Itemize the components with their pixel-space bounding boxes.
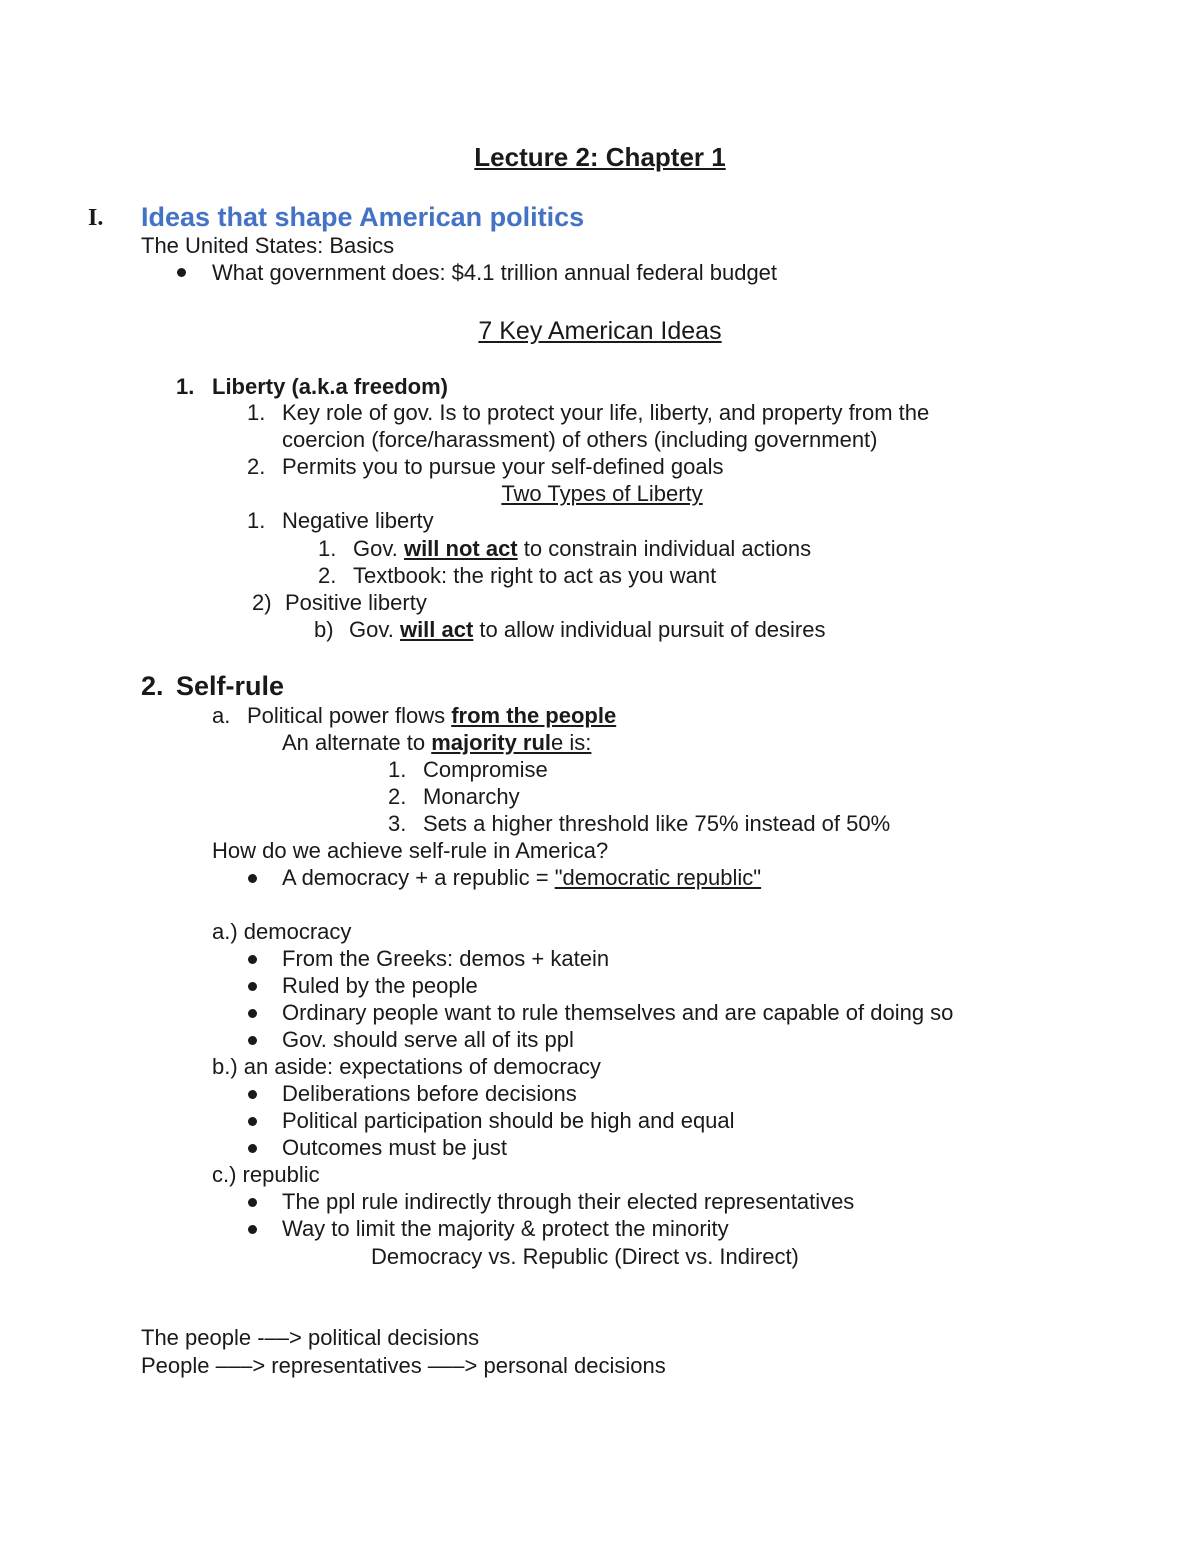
bullet-icon bbox=[248, 1198, 257, 1207]
liberty-item-text: Permits you to pursue your self-defined goals bbox=[282, 454, 724, 479]
bullet-icon bbox=[248, 1009, 257, 1018]
self-rule-answer: A democracy + a republic = "democratic republic" bbox=[282, 865, 762, 890]
bullet-icon bbox=[177, 268, 186, 277]
liberty-item-num: 2. bbox=[247, 454, 266, 479]
self-rule-question: How do we achieve self-rule in America? bbox=[212, 838, 609, 863]
liberty-item-num: 1. bbox=[247, 400, 266, 425]
aside-bullet: Outcomes must be just bbox=[282, 1135, 507, 1160]
political-power-text: Political power flows from the people bbox=[247, 703, 617, 728]
will-not-act-emphasis: will not act bbox=[403, 536, 518, 561]
bullet-icon bbox=[248, 1117, 257, 1126]
negative-liberty-label: Negative liberty bbox=[282, 508, 434, 533]
republic-bullet: Way to limit the majority & protect the minority bbox=[282, 1216, 729, 1241]
democracy-bullet: Gov. should serve all of its ppl bbox=[282, 1027, 574, 1052]
positive-liberty-label: Positive liberty bbox=[285, 590, 427, 615]
alt-item-num: 3. bbox=[388, 811, 407, 836]
bullet-icon bbox=[248, 1144, 257, 1153]
will-act-emphasis: will act bbox=[399, 617, 474, 642]
aside-bullet: Political participation should be high and equal bbox=[282, 1108, 735, 1133]
self-rule-number: 2. bbox=[141, 671, 164, 701]
alt-item-text: Monarchy bbox=[423, 784, 520, 809]
liberty-item-text-cont: coercion (force/harassment) of others (including government) bbox=[282, 427, 878, 452]
bullet-icon bbox=[248, 955, 257, 964]
comparison-line: Democracy vs. Republic (Direct vs. Indirect) bbox=[371, 1244, 799, 1269]
liberty-number: 1. bbox=[176, 374, 195, 399]
democracy-label: a.) democracy bbox=[212, 919, 352, 944]
alternate-text: An alternate to majority rule is: bbox=[282, 730, 592, 755]
self-rule-a-num: a. bbox=[212, 703, 231, 728]
section-heading: Ideas that shape American politics bbox=[141, 202, 585, 232]
bullet-icon bbox=[248, 1036, 257, 1045]
positive-sub-text: Gov. will act to allow individual pursuit of desires bbox=[349, 617, 826, 642]
page-title: Lecture 2: Chapter 1 bbox=[474, 142, 726, 172]
alt-item-text: Compromise bbox=[423, 757, 548, 782]
majority-rule-emphasis: majority rul bbox=[431, 730, 552, 755]
negative-sub-num: 1. bbox=[318, 536, 337, 561]
liberty-types-title: Two Types of Liberty bbox=[501, 481, 703, 506]
flow-line-indirect: People –––> representatives –––> personal decisions bbox=[141, 1353, 666, 1378]
negative-sub-text: Textbook: the right to act as you want bbox=[353, 563, 717, 588]
flow-line-direct: The people -––> political decisions bbox=[141, 1325, 480, 1350]
budget-bullet-text: What government does: $4.1 trillion annual federal budget bbox=[212, 260, 778, 285]
bullet-icon bbox=[248, 1225, 257, 1234]
alt-item-text: Sets a higher threshold like 75% instead of 50% bbox=[423, 811, 891, 836]
bullet-icon bbox=[248, 874, 257, 883]
bullet-icon bbox=[248, 982, 257, 991]
aside-bullet: Deliberations before decisions bbox=[282, 1081, 577, 1106]
liberty-item-text: Key role of gov. Is to protect your life, liberty, and property from the bbox=[282, 400, 930, 425]
alt-item-num: 1. bbox=[388, 757, 407, 782]
democracy-bullet: Ruled by the people bbox=[282, 973, 478, 998]
positive-sub-num: b) bbox=[314, 617, 334, 642]
bullet-icon bbox=[248, 1090, 257, 1099]
negative-liberty-num: 1. bbox=[247, 508, 266, 533]
negative-sub-num: 2. bbox=[318, 563, 337, 588]
liberty-heading: Liberty (a.k.a freedom) bbox=[212, 374, 448, 399]
republic-bullet: The ppl rule indirectly through their elected representatives bbox=[282, 1189, 855, 1214]
positive-liberty-num: 2) bbox=[252, 590, 272, 615]
negative-sub-text: Gov. will not act to constrain individual actions bbox=[353, 536, 812, 561]
self-rule-heading: Self-rule bbox=[176, 671, 285, 701]
democracy-bullet: From the Greeks: demos + katein bbox=[282, 946, 610, 971]
section-numeral: I. bbox=[88, 205, 104, 231]
democratic-republic-term: "democratic republic" bbox=[554, 865, 762, 890]
democracy-bullet: Ordinary people want to rule themselves and are capable of doing so bbox=[282, 1000, 954, 1025]
alt-item-num: 2. bbox=[388, 784, 407, 809]
from-the-people-emphasis: from the people bbox=[451, 703, 617, 728]
aside-label: b.) an aside: expectations of democracy bbox=[212, 1054, 601, 1079]
key-ideas-title: 7 Key American Ideas bbox=[478, 317, 722, 345]
republic-label: c.) republic bbox=[212, 1162, 320, 1187]
section-subheading: The United States: Basics bbox=[141, 233, 395, 258]
